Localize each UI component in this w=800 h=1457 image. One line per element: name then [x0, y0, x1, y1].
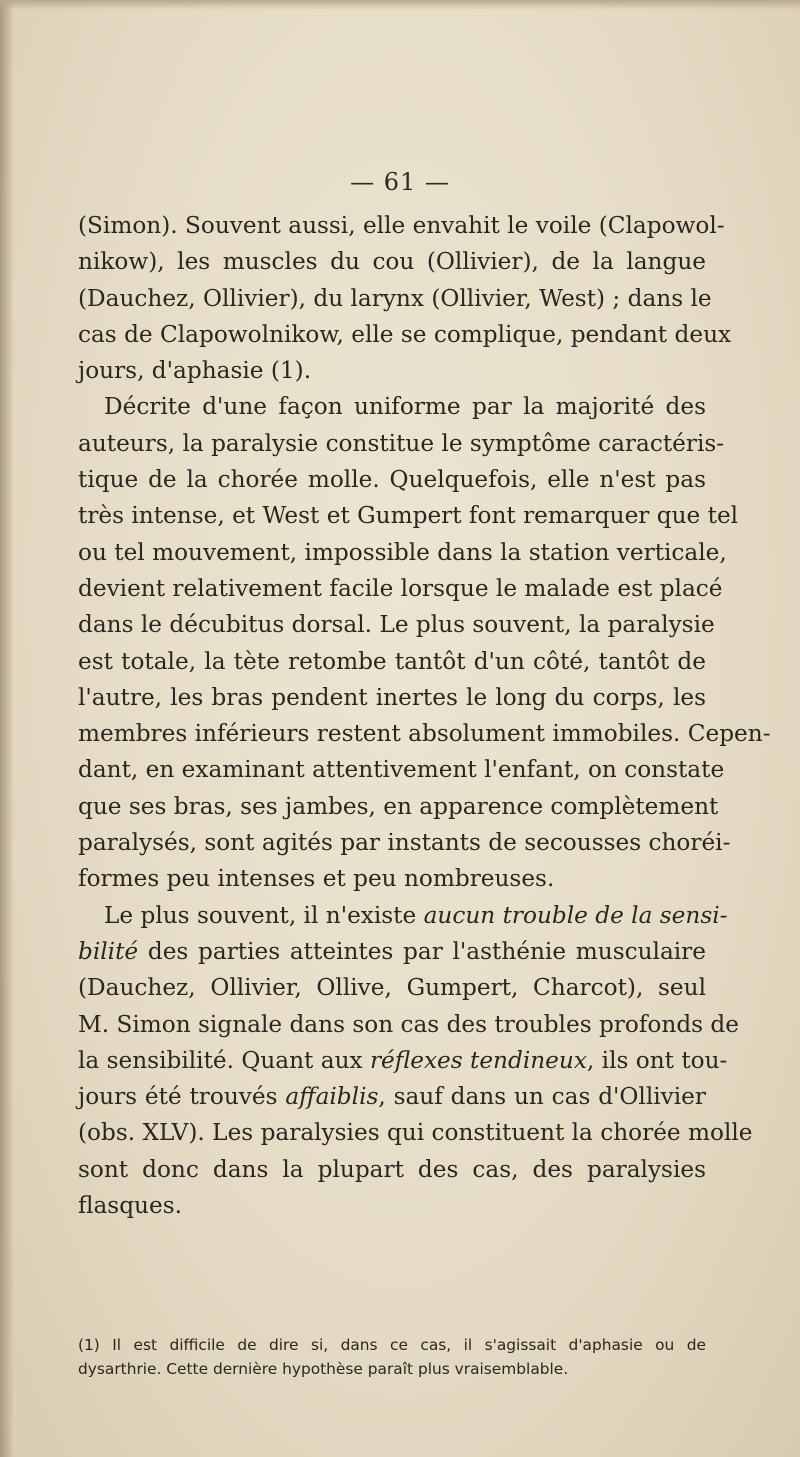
text-segment: paralysés, sont agités par instants de secousses choréi- — [78, 829, 731, 857]
text-line — [78, 1152, 706, 1188]
text-line — [78, 1115, 753, 1151]
text-segment: très intense, et West et Gumpert font remarquer que tel — [78, 502, 739, 530]
text-line — [78, 1188, 706, 1224]
italic-text: réflexes tendineux — [369, 1046, 587, 1074]
footnote-line: (1) Il est difficile de dire si, dans ce cas, il s'agissait d'aphasie ou de — [78, 1336, 706, 1354]
page-gutter-shadow — [0, 0, 14, 1457]
text-segment: jours, d'aphasie (1). — [78, 357, 312, 385]
text-line — [78, 571, 723, 607]
body-text — [78, 208, 771, 1224]
text-line — [78, 644, 706, 680]
italic-text: aucun trouble de la sensi- — [423, 901, 728, 929]
text-line — [78, 789, 719, 825]
text-segment: jours été trouvés — [78, 1083, 286, 1111]
text-line — [78, 462, 706, 498]
italic-text: bilité — [78, 937, 139, 965]
text-segment: membres inférieurs restent absolument immobiles. Cepen- — [78, 720, 771, 748]
text-line — [78, 389, 706, 425]
text-line — [78, 680, 706, 716]
text-segment: cas de Clapowolnikow, elle se complique, pendant deux — [78, 320, 732, 348]
text-line — [78, 317, 732, 353]
footnote — [78, 1333, 706, 1381]
text-line — [78, 244, 706, 280]
text-segment: (Simon). Souvent aussi, elle envahit le voile (Clapowol- — [78, 212, 725, 239]
text-line — [78, 281, 712, 317]
text-segment: Décrite d'une façon uniforme par la majorité des — [104, 393, 706, 421]
text-line — [78, 607, 715, 643]
text-line — [78, 208, 725, 244]
text-segment: M. Simon signale dans son cas des troubles profonds de — [78, 1010, 740, 1038]
text-segment: , ils ont tou- — [586, 1046, 728, 1074]
text-segment: l'autre, les bras pendent inertes le long du corps, les — [78, 683, 706, 711]
text-line — [78, 1043, 728, 1079]
text-segment: tique de la chorée molle. Quelquefois, elle n'est pas — [78, 466, 706, 494]
text-segment: ou tel mouvement, impossible dans la station verticale, — [78, 538, 727, 566]
text-segment: nikow), les muscles du cou (Ollivier), de la langue — [78, 248, 706, 276]
text-line — [78, 426, 725, 462]
text-line — [78, 898, 728, 934]
text-line — [78, 353, 706, 389]
text-line — [78, 825, 731, 861]
text-line — [78, 498, 739, 534]
page-top-shadow — [0, 0, 800, 10]
italic-text: affaiblis — [285, 1083, 379, 1111]
text-segment: (Dauchez, Ollivier, Ollive, Gumpert, Charcot), seul — [78, 974, 706, 1002]
footnote-line: dysarthrie. Cette dernière hypothèse paraît plus vraisemblable. — [78, 1360, 569, 1378]
text-segment: que ses bras, ses jambes, en apparence complètement — [78, 792, 719, 820]
text-segment: devient relativement facile lorsque le malade est placé — [78, 574, 723, 602]
text-line — [78, 861, 706, 897]
text-segment: formes peu intenses et peu nombreuses. — [78, 865, 555, 893]
text-segment: dans le décubitus dorsal. Le plus souvent, la paralysie — [78, 611, 715, 639]
text-segment: sont donc dans la plupart des cas, des paralysies — [78, 1155, 706, 1183]
text-line — [78, 1079, 706, 1115]
text-segment: dant, en examinant attentivement l'enfant, on constate — [78, 756, 725, 784]
text-segment: , sauf dans un cas d'Ollivier — [378, 1083, 706, 1111]
text-segment: la sensibilité. Quant aux — [78, 1046, 370, 1074]
text-segment: auteurs, la paralysie constitue le symptôme caractéris- — [78, 429, 725, 457]
text-segment: (obs. XLV). Les paralysies qui constituent la chorée molle — [78, 1119, 753, 1147]
text-segment: flasques. — [78, 1192, 182, 1220]
text-line — [78, 970, 706, 1006]
text-line — [78, 716, 771, 752]
page-number: — 61 — — [350, 168, 450, 196]
text-segment: Le plus souvent, il n'existe — [104, 901, 424, 929]
text-line — [78, 535, 727, 571]
text-segment: des parties atteintes par l'asthénie musculaire — [138, 937, 706, 965]
text-line — [78, 752, 725, 788]
text-segment: (Dauchez, Ollivier), du larynx (Ollivier, West) ; dans le — [78, 284, 712, 312]
text-line — [78, 1007, 740, 1043]
text-line — [78, 934, 706, 970]
text-segment: est totale, la tète retombe tantôt d'un côté, tantôt de — [78, 647, 706, 675]
